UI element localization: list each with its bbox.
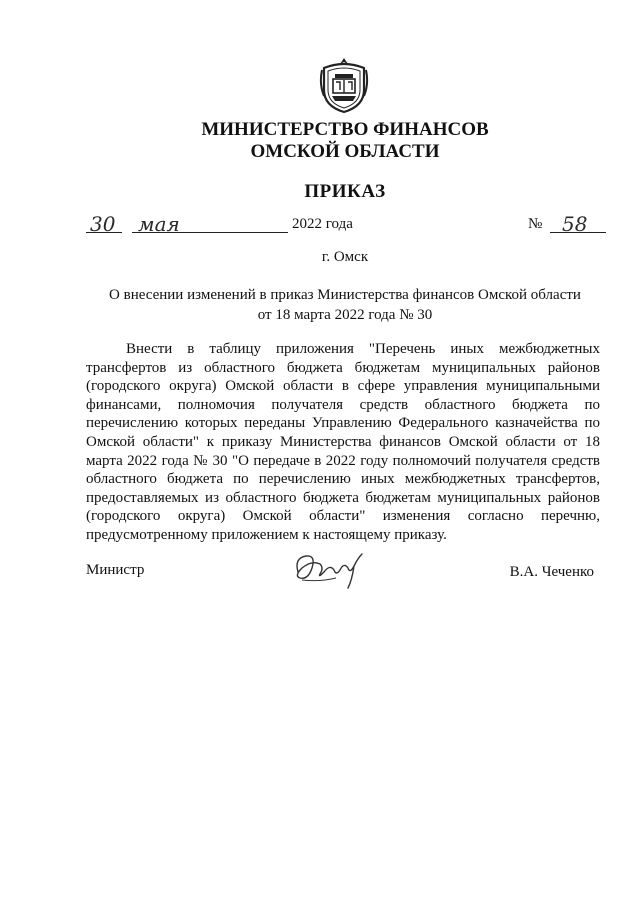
order-subject	[80, 285, 610, 325]
date-year: 2022 года	[292, 216, 353, 232]
signer-name: В.А. Чеченко	[509, 564, 594, 580]
number-label: №	[528, 216, 543, 232]
date-month-underline	[132, 232, 288, 233]
date-number-row	[86, 212, 606, 238]
document-type: ПРИКАЗ	[304, 181, 386, 202]
coat-of-arms-icon	[318, 56, 370, 114]
date-day: 30	[90, 212, 116, 236]
subject-line1: О внесении изменений в приказ Министерства финансов Омской области	[109, 287, 581, 303]
subject-line2: от 18 марта 2022 года № 30	[257, 307, 433, 323]
order-body-paragraph: Внести в таблицу приложения "Перечень иных межбюджетных трансфертов из областного бюджета бюджетам муниципальных районов (городского округа) Омской области в сфере управления муниципальными финансами, полномочия получателя средств областного бюджета по перечислению которых переданы Управлению Федерального казначейства по Омской области" к приказу Министерства финансов Омской области от 18 марта 2022 года № 30 "О передаче в 2022 году полномочий получателя средств областного бюджета по перечислению иных межбюджетных трансфертов, предоставляемых из областного бюджета бюджетам муниципальных районов (городского округа) Омской области" изменения согласно перечню, предусмотренному приложением к настоящему приказу.	[86, 341, 600, 543]
signer-title: Министр	[86, 562, 145, 578]
handwritten-signature-icon	[290, 550, 374, 590]
number-underline	[550, 232, 606, 233]
ministry-name-line2: ОМСКОЙ ОБЛАСТИ	[250, 141, 440, 162]
city: г. Омск	[321, 249, 369, 265]
date-month: мая	[138, 212, 180, 236]
number-value: 58	[562, 212, 588, 236]
date-day-underline	[86, 232, 122, 233]
ministry-name-line1: МИНИСТЕРСТВО ФИНАНСОВ	[201, 119, 489, 140]
